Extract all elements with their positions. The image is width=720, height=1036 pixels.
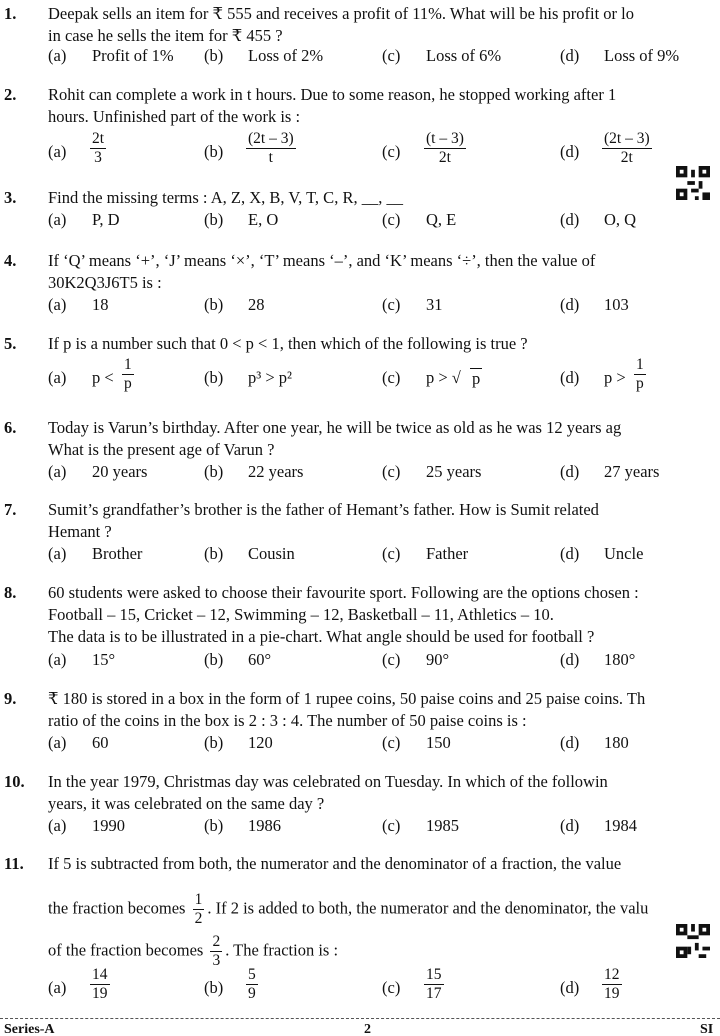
question-text: If ‘Q’ means ‘+’, ‘J’ means ‘×’, ‘T’ means ‘–’, and ‘K’ means ‘÷’, then the value of 30K2Q3J6T5 is : xyxy=(48,251,596,292)
question-number: 9. xyxy=(4,689,17,708)
question-number: 4. xyxy=(4,251,17,270)
question-text: If 5 is subtracted from both, the numerator and the denominator of a fraction, the value xyxy=(48,854,622,873)
question-text: Today is Varun’s birthday. After one year, he will be twice as old as he was 12 years ag What is the present age of Varun ? xyxy=(48,418,622,459)
qr-code-icon xyxy=(676,924,710,958)
fraction: $\frac{1}{2}$ xyxy=(194,891,203,927)
exam-page: 1. Deepak sells an item for ₹ 555 and receives a profit of 11%. What will be his profit or lo in case he sells the item for ₹ 455 ? (a) Profit of 1% (b) Loss of 2% (c) Loss of 6% (d) Loss of 9% 2. Rohit can complete a work in t hours. Due to some reason, he stopped working after 1 hours. Unfinished part of the work is : (a) $\frac{2t}{3}$ (b) $\frac{(2t - 3)}{t}$ (c) $\frac{(t - 3)}{2t}$ (d) $\frac{(2t - 3)}{2t}$ 3. Find the missing terms : A, Z, X, B, V, T, C, R, __, __ (a) P, D (b) E, O (c) Q, E (d) O, Q 4. If ‘Q’ means ‘+’, ‘J’ means ‘×’, ‘T’ means ‘–’, and ‘K’ means ‘÷’, then the value of 30K2Q3J6T5 is : (a) 18 (b) 28 (c) 31 (d) 103 5. If p is a number such that 0 < p < 1, then which of the following is true ? (a) p < $\frac{1}{p}$ (b) p³ > p² (c) p > √ p (d) p > $\frac{1}{p}$ 6. Today is Varun’s birthday. After one year, he will be twice as old as he was 12 years ag What is the present age of Varun ? (a) 20 years (b) 22 years (c) 25 years (d) 27 years 7. Sumit’s grandfather’s brother is the father of Hemant’s father. How is Sumit related Hemant ? (a) Brother (b) Cousin (c) Father (d) Uncle 8. 60 students were asked to choose their favourite sport. Following are the options chosen : Football – 15, Cricket – 12, Swimming – 12, Basketball – 11, Athletics – 10. The data is to be illustrated in a pie-chart. What angle should be used for football ? (a) 15° (b) 60° (c) 90° (d) 180° 9. ₹ 180 is stored in a box in the form of 1 rupee coins, 50 paise coins and 25 paise coins. Th ratio of the coins in the box is 2 : 3 : 4. The number of 50 paise coins is : (a) 60 (b) 120 (c) 150 (d) 180 10. In the year 1979, Christmas day was celebrated on Tuesday. In which of the followin years, it was celebrated on the same day ? (a) 1990 (b) 1986 (c) 1985 (d) 1984 11. If 5 is subtracted from both, the numerator and the denominator of a fraction, the value the fraction becomes $\frac{1}{2}$ . If 2 is added to both, the numerator and the denominator, the valu of the fraction becomes $\frac{2}{3}$ . The fraction is : (a) $\frac{14}{19}$ (b) $\frac{5}{9}$ (c) $\frac{15}{17}$ (d) $\frac{12}{19}$ Series-A 2 SI xyxy=(0,0,720,1036)
question-number: 6. xyxy=(4,418,17,437)
question-number: 3. xyxy=(4,188,17,207)
fraction: $\frac{2}{3}$ xyxy=(212,933,221,969)
question-number: 8. xyxy=(4,583,17,602)
question-number: 2. xyxy=(4,85,17,104)
page-footer xyxy=(0,1014,720,1036)
footer-divider xyxy=(0,1018,720,1019)
series-label: Series-A xyxy=(4,1022,55,1036)
question-text: In the year 1979, Christmas day was celebrated on Tuesday. In which of the followin years, it was celebrated on the same day ? xyxy=(48,772,608,813)
question-number: 1. xyxy=(4,4,17,23)
question-text: If p is a number such that 0 < p < 1, then which of the following is true ? xyxy=(48,334,528,353)
question-number: 10. xyxy=(4,772,25,791)
paper-code: SI xyxy=(700,1022,714,1036)
question-text: 60 students were asked to choose their favourite sport. Following are the options chosen : Football – 15, Cricket – 12, Swimming – 12, Basketball – 11, Athletics – 10. The data is to be illustrated in a pie-chart. What angle should be used for football ? xyxy=(48,583,639,646)
question-number: 5. xyxy=(4,334,17,353)
question-number: 7. xyxy=(4,500,17,519)
question-text: Find the missing terms : A, Z, X, B, V, T, C, R, __, __ xyxy=(48,188,403,207)
question-text: Sumit’s grandfather’s brother is the father of Hemant’s father. How is Sumit related Hemant ? xyxy=(48,500,599,541)
question-text: Rohit can complete a work in t hours. Due to some reason, he stopped working after 1 hours. Unfinished part of the work is : xyxy=(48,85,617,126)
question-text: ₹ 180 is stored in a box in the form of 1 rupee coins, 50 paise coins and 25 paise coins. Th ratio of the coins in the box is 2 : 3 : 4. The number of 50 paise coins is : xyxy=(48,689,646,730)
question-text: Deepak sells an item for ₹ 555 and receives a profit of 11%. What will be his profit or lo in case he sells the item for ₹ 455 ? xyxy=(48,4,634,45)
question-number: 11. xyxy=(4,854,24,873)
page-number: 2 xyxy=(364,1022,371,1036)
